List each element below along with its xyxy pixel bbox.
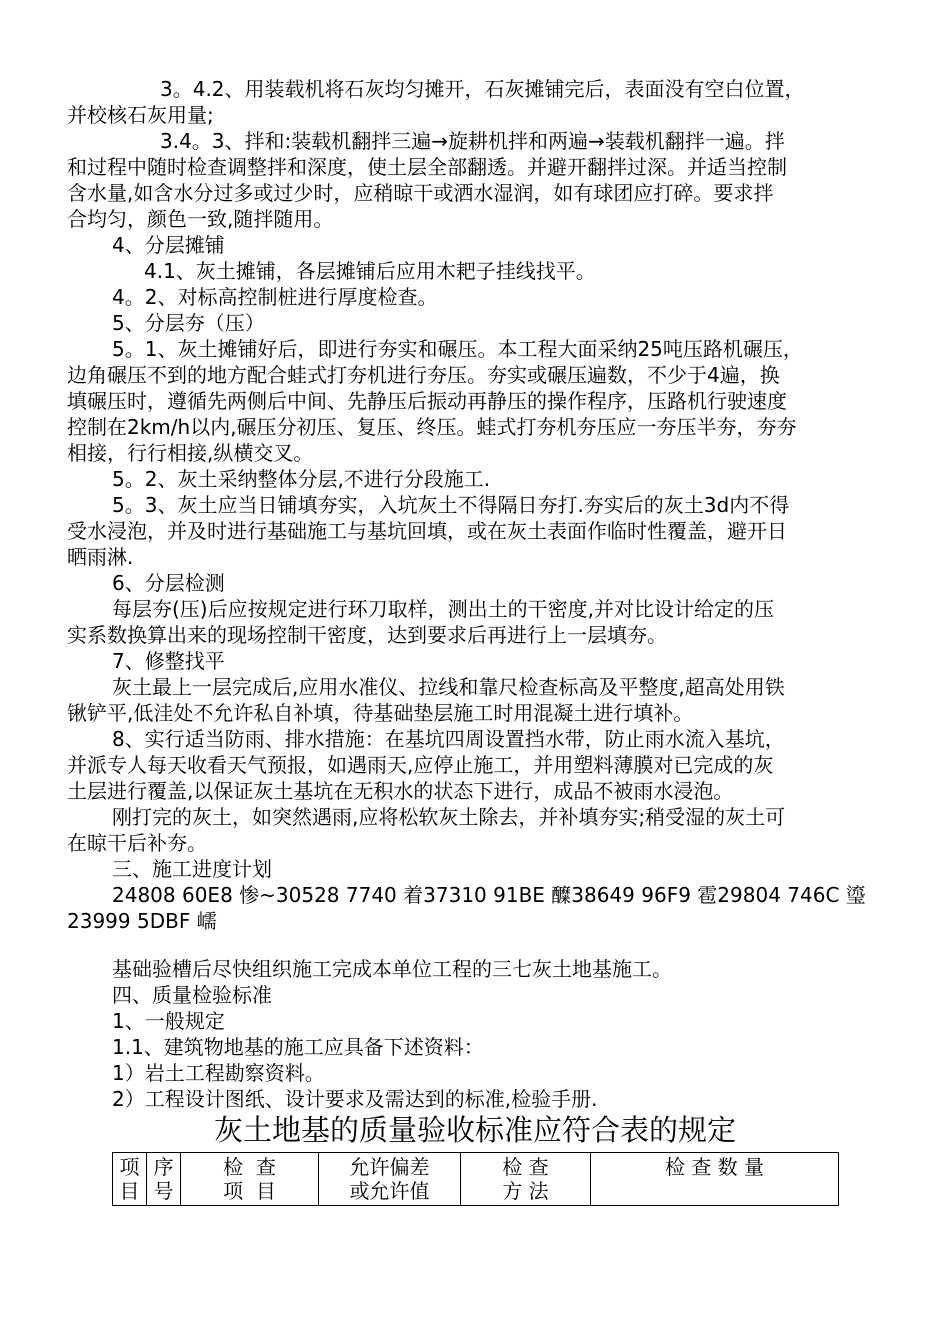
section-heading: 4、分层摊铺 [112,233,225,257]
text-line: 1）岩土工程勘察资料。 [112,1061,325,1085]
text-line: 边角碾压不到的地方配合蛙式打夯机进行夯压。夯实或碾压遍数，不少于4遍，换 [67,363,780,387]
text-line: 1.1、建筑物地基的施工应具备下述资料： [112,1035,484,1059]
text-line: 24808 60E8 惨~30528 7740 着37310 91BE 醾38649 96F9 雹29804 746C 瑬 [112,883,866,907]
header-cell-item: 项 目 [113,1153,147,1206]
text-line: 基础验槽后尽快组织施工完成本单位工程的三七灰土地基施工。 [112,957,672,981]
header-cell-method: 检 查 方 法 [461,1153,591,1206]
text-line: 灰土最上一层完成后,应用水准仪、拉线和靠尺检查标高及平整度,超高处用铁 [112,675,785,699]
text-line: 并校核石灰用量; [67,103,214,127]
text-line: 晒雨淋. [67,545,134,569]
header-cell-check-item: 检 查 项 目 [181,1153,319,1206]
text-line: 2）工程设计图纸、设计要求及需达到的标准,检验手册. [112,1087,598,1111]
text-line: 在晾干后补夯。 [67,831,207,855]
text-line: 每层夯(压)后应按规定进行环刀取样，测出土的干密度,并对比设计给定的压 [112,597,774,621]
text-line: 和过程中随时检查调整拌和深度，使土层全部翻透。并避开翻拌过深。并适当控制 [67,155,787,179]
section-heading: 四、质量检验标准 [112,983,272,1007]
text-line: 合均匀，颜色一致,随拌随用。 [67,207,334,231]
text-line: 并派专人每天收看天气预报，如遇雨天,应停止施工，并用塑料薄膜对已完成的灰 [67,753,774,777]
section-heading: 1、一般规定 [112,1009,225,1033]
text-line: 5。2、灰土采纳整体分层,不进行分段施工. [112,467,491,491]
text-line: 土层进行覆盖,以保证灰土基坑在无积水的状态下进行，成品不被雨水浸泡。 [67,779,734,803]
table-title: 灰土地基的质量验收标准应符合表的规定 [213,1113,736,1147]
text-line: 5。1、灰土摊铺好后，即进行夯实和碾压。本工程大面采纳25吨压路机碾压， [112,337,803,361]
header-cell-tolerance: 允许偏差 或允许值 [319,1153,461,1206]
section-heading: 5、分层夯（压） [112,311,265,335]
table-header-row [113,1153,839,1206]
text-line: 实系数换算出来的现场控制干密度，达到要求后再进行上一层填夯。 [67,623,667,647]
header-cell-quantity: 检 查 数 量 [591,1153,839,1206]
text-line: 4。2、对标高控制桩进行厚度检查。 [112,285,438,309]
text-line: 3.4。3、拌和:装载机翻拌三遍→旋耕机拌和两遍→装载机翻拌一遍。拌 [160,129,785,153]
text-line: 8、实行适当防雨、排水措施：在基坑四周设置挡水带，防止雨水流入基坑， [112,727,785,751]
text-line: 刚打完的灰土，如突然遇雨,应将松软灰土除去，并补填夯实;稍受湿的灰土可 [112,805,786,829]
text-line: 相接，行行相接,纵横交叉。 [67,441,314,465]
text-line: 3。4.2、用装载机将石灰均匀摊开，石灰摊铺完后，表面没有空白位置， [160,77,805,101]
text-line: 4.1、灰土摊铺，各层摊铺后应用木耙子挂线找平。 [144,259,596,283]
text-line: 控制在2km/h以内,碾压分初压、复压、终压。蛙式打夯机夯压应一夯压半夯，夯夯 [67,415,797,439]
header-cell-seq: 序 号 [147,1153,181,1206]
section-heading: 6、分层检测 [112,571,225,595]
text-line: 填碾压时，遵循先两侧后中间、先静压后振动再静压的操作程序，压路机行驶速度 [67,389,787,413]
section-heading: 7、修整找平 [112,649,225,673]
text-line: 5。3、灰土应当日铺填夯实，入坑灰土不得隔日夯打.夯实后的灰土3d内不得 [112,493,790,517]
text-line: 23999 5DBF 嶿 [67,909,217,933]
text-line: 受水浸泡，并及时进行基础施工与基坑回填，或在灰土表面作临时性覆盖，避开日 [67,519,787,543]
text-line: 含水量,如含水分过多或过少时，应稍晾干或洒水湿润，如有球团应打碎。要求拌 [67,181,774,205]
section-heading: 三、施工进度计划 [112,857,272,881]
text-line: 锹铲平,低洼处不允许私自补填，待基础垫层施工时用混凝土进行填补。 [67,701,694,725]
quality-table [112,1152,839,1206]
